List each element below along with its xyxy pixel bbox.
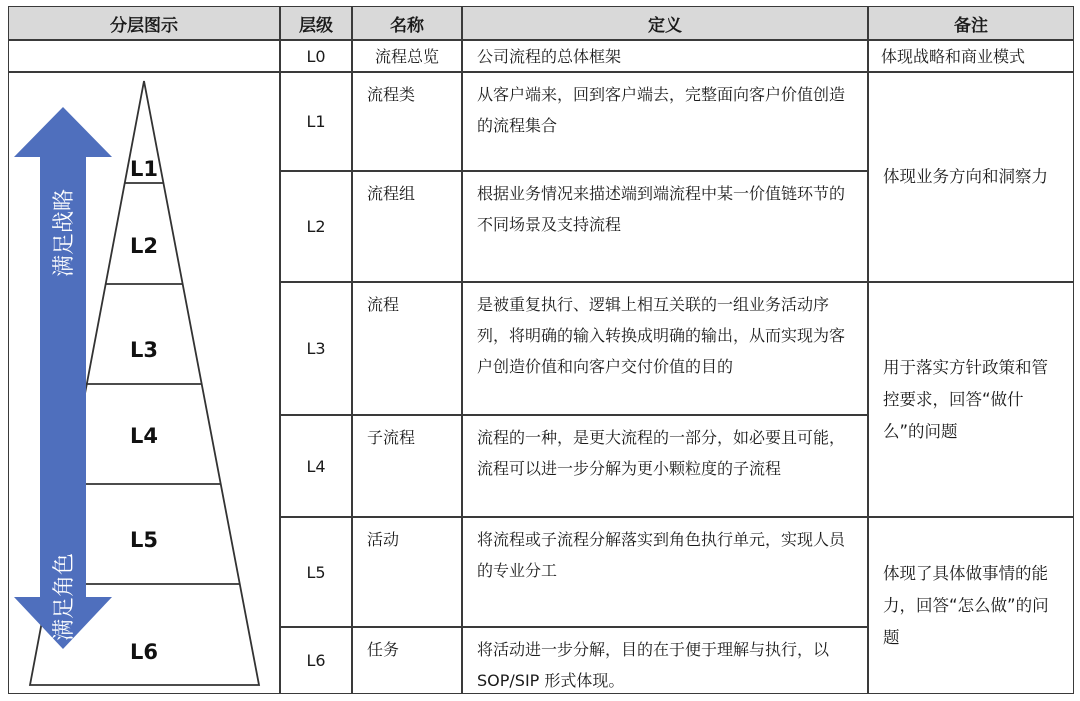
- pyramid-label-l6: L6: [130, 640, 158, 664]
- level-cell: L6: [280, 627, 352, 694]
- definition-cell: 将活动进一步分解，目的在于便于理解与执行，以 SOP/SIP 形式体现。: [462, 627, 868, 694]
- header-level: 层级: [280, 6, 352, 40]
- diagram-empty-cell: [8, 40, 280, 72]
- arrow-text-strategy: 满足战略: [52, 189, 77, 278]
- level-cell: L4: [280, 415, 352, 517]
- name-cell: 子流程: [352, 415, 462, 517]
- name-cell: 任务: [352, 627, 462, 694]
- level-cell: L5: [280, 517, 352, 627]
- name-cell: 流程组: [352, 171, 462, 282]
- note-cell: 用于落实方针政策和管控要求，回答“做什么”的问题: [868, 282, 1074, 517]
- definition-cell: 是被重复执行、逻辑上相互关联的一组业务活动序列，将明确的输入转换成明确的输出，从而实现为客户创造价值和向客户交付价值的目的: [462, 282, 868, 415]
- definition-cell: 根据业务情况来描述端到端流程中某一价值链环节的不同场景及支持流程: [462, 171, 868, 282]
- header-diagram: 分层图示: [8, 6, 280, 40]
- name-cell: 流程总览: [352, 40, 462, 72]
- header-name: 名称: [352, 6, 462, 40]
- level-cell: L3: [280, 282, 352, 415]
- note-cell: 体现业务方向和洞察力: [868, 72, 1074, 282]
- note-cell: 体现了具体做事情的能力，回答“怎么做”的问题: [868, 517, 1074, 694]
- layer-diagram-svg: [9, 73, 281, 695]
- header-note: 备注: [868, 6, 1074, 40]
- name-cell: 流程: [352, 282, 462, 415]
- name-cell: 流程类: [352, 72, 462, 171]
- pyramid-label-l3: L3: [130, 338, 158, 362]
- pyramid-label-l5: L5: [130, 528, 158, 552]
- layer-diagram: [8, 72, 280, 694]
- note-cell: 体现战略和商业模式: [868, 40, 1074, 72]
- pyramid-label-l4: L4: [130, 424, 158, 448]
- level-cell: L1: [280, 72, 352, 171]
- definition-cell: 流程的一种，是更大流程的一部分，如必要且可能，流程可以进一步分解为更小颗粒度的子流程: [462, 415, 868, 517]
- header-definition: 定义: [462, 6, 868, 40]
- pyramid-label-l2: L2: [130, 234, 158, 258]
- definition-cell: 从客户端来，回到客户端去，完整面向客户价值创造的流程集合: [462, 72, 868, 171]
- pyramid-label-l1: L1: [130, 157, 158, 181]
- level-cell: L0: [280, 40, 352, 72]
- definition-cell: 将流程或子流程分解落实到角色执行单元，实现人员的专业分工: [462, 517, 868, 627]
- name-cell: 活动: [352, 517, 462, 627]
- arrow-text-role: 满足角色: [52, 552, 77, 641]
- level-cell: L2: [280, 171, 352, 282]
- definition-cell: 公司流程的总体框架: [462, 40, 868, 72]
